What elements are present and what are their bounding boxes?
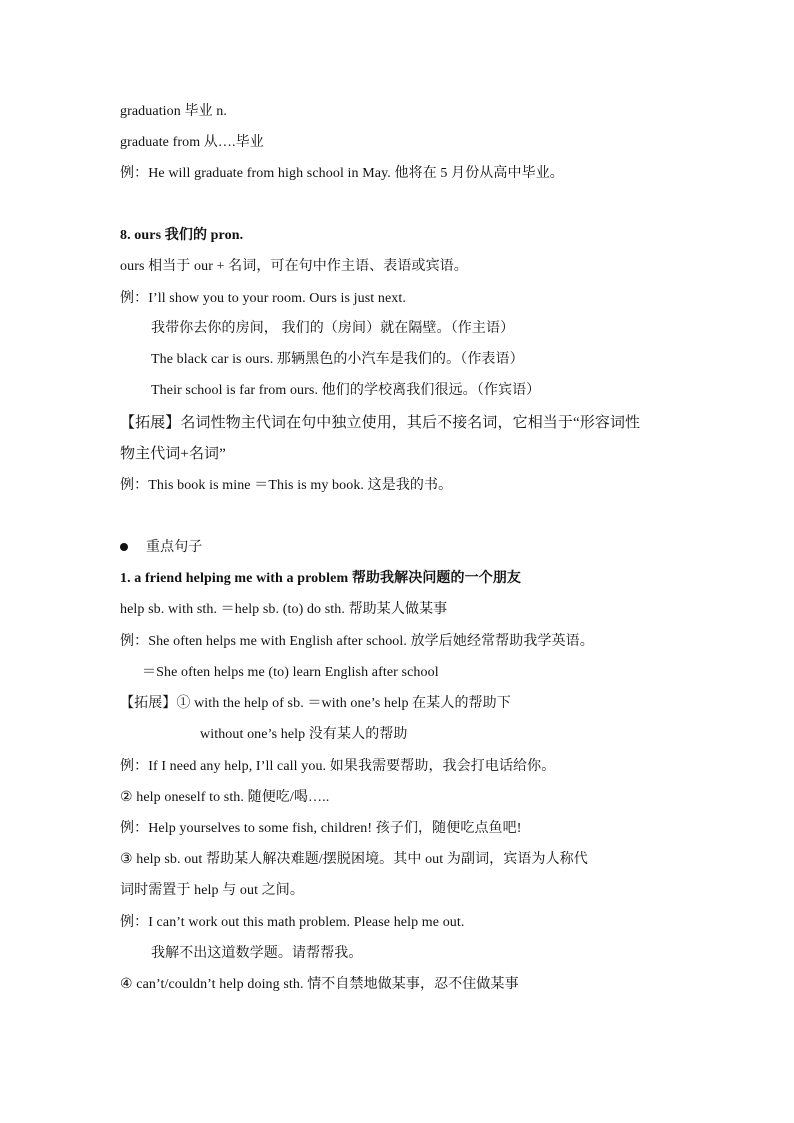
example-help-yourselves: 例：Help yourselves to some fish, children! 孩子们，随便吃点鱼吧! [120,821,522,836]
example-ours-1-translation: 我带你去你的房间， 我们的（房间）就在隔壁。（作主语） [151,321,515,336]
ours-definition: ours 相当于 our + 名词，可在句中作主语、表语或宾语。 [120,259,468,274]
point-help-oneself: ② help oneself to sth. 随便吃/喝….. [120,790,330,805]
point-help-out-line2: 词时需置于 help 与 out 之间。 [120,883,304,898]
section-key-sentences [120,534,202,562]
extension-note-line1: 【拓展】名词性物主代词在句中独立使用，其后不接名词，它相当于“形容词性 [120,415,641,431]
extension-without-help: without one’s help 没有某人的帮助 [200,727,408,742]
section-title: 重点句子 [146,540,203,555]
point-cant-help-doing: ④ can’t/couldn’t help doing sth. 情不自禁地做某事，忍不住做某事 [120,977,519,992]
example-ours-3: Their school is far from ours. 他们的学校离我们很远。（作宾语） [151,383,541,398]
point-help-out-line1: ③ help sb. out 帮助某人解决难题/摆脱困境。其中 out 为副词，宾语为人称代 [120,852,588,867]
vocab-graduation: graduation 毕业 n. [120,104,227,119]
heading-helping: 1. a friend helping me with a problem 帮助我解决问题的一个朋友 [120,571,522,586]
extension-with-help: 【拓展】① with the help of sb. ＝with one’s help 在某人的帮助下 [120,696,511,711]
example-ours-2: The black car is ours. 那辆黑色的小汽车是我们的。（作表语） [151,352,524,367]
example-mine: 例：This book is mine ＝This is my book. 这是我的书。 [120,478,453,493]
extension-note-line2: 物主代词+名词” [120,446,226,462]
heading-ours: 8. ours 我们的 pron. [120,228,244,243]
example-help-1: 例：She often helps me with English after school. 放学后她经常帮助我学英语。 [120,634,594,649]
help-pattern: help sb. with sth. ＝help sb. (to) do sth. 帮助某人做某事 [120,602,448,617]
example-need-help: 例：If I need any help, I’ll call you. 如果我需要帮助，我会打电话给你。 [120,759,556,774]
example-help-1-alt: ＝She often helps me (to) learn English after school [142,665,439,680]
bullet-icon [120,543,128,551]
example-help-out-translation: 我解不出这道数学题。请帮帮我。 [151,946,363,961]
example-help-out: 例：I can’t work out this math problem. Please help me out. [120,915,465,930]
example-ours-1: 例：I’ll show you to your room. Ours is just next. [120,291,406,306]
example-graduate: 例：He will graduate from high school in May. 他将在 5 月份从高中毕业。 [120,166,564,181]
vocab-graduate-from: graduate from 从….毕业 [120,135,264,150]
